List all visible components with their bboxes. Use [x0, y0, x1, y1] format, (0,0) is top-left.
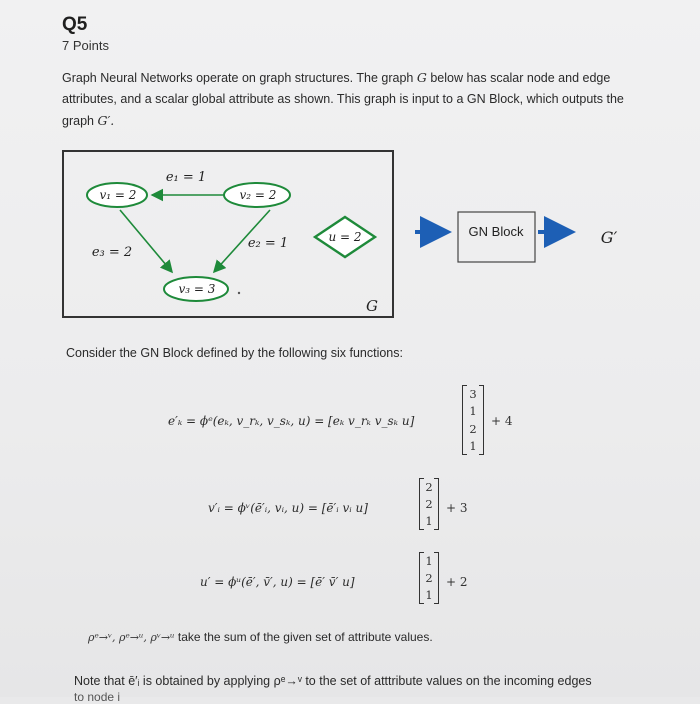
edge-e3-arrow: [120, 210, 172, 272]
node-weight-vector: [421, 478, 437, 530]
gn-block-label: GN Block: [468, 224, 524, 239]
stray-dot: [238, 292, 240, 294]
edge-vector-2: 2: [469, 421, 477, 436]
node-vector-1: 2: [425, 496, 433, 511]
edge-weight-vector: [464, 385, 482, 455]
graph-g-label: G: [366, 297, 378, 315]
edge-vector-1: 1: [469, 404, 477, 419]
question-points: 7 Points: [62, 38, 109, 53]
node-v2-label: v₂ = 2: [239, 188, 277, 202]
intro-text-1: Graph Neural Networks operate on graph structures. The graph: [62, 71, 414, 85]
edge-vector-0: 3: [469, 386, 477, 401]
edge-vector-3: 1: [469, 439, 477, 454]
node-vector-2: 1: [425, 514, 433, 529]
global-bias: + 2: [446, 575, 468, 589]
node-v1-label: v₁ = 2: [99, 188, 137, 202]
global-vector-0: 1: [425, 553, 433, 568]
global-attribute-label: u = 2: [328, 230, 362, 244]
edge-e2-label: e₂ = 1: [247, 236, 289, 251]
global-update-equation: u′ = ϕᵘ(ē′, v̄′, u) = [ē′ v̄′ u]: [200, 575, 355, 589]
output-graph-label: G′: [600, 228, 618, 247]
consider-text: Consider the GN Block defined by the following six functions:: [66, 346, 403, 360]
edge-bias: + 4: [491, 414, 513, 428]
edge-e3-label: e₃ = 2: [91, 245, 133, 260]
intro-text-2: below has scalar node and edge attributes, and a scalar global attribute as shown. This graph is input to a GN Block, which outputs the graph: [62, 71, 624, 128]
graph-diagram: [0, 0, 700, 330]
global-vector-1: 2: [425, 570, 433, 585]
intro-output-graph-symbol: G′.: [97, 113, 115, 128]
node-bias: + 3: [446, 501, 468, 515]
global-vector-2: 1: [425, 588, 433, 603]
question-title: Q5: [62, 14, 88, 35]
edge-update-equation: e′ₖ = ϕᵉ(eₖ, v_rₖ, v_sₖ, u) = [eₖ v_rₖ v_sₖ u]: [168, 414, 415, 428]
node-update-equation: v′ᵢ = ϕᵛ(ē′ᵢ, vᵢ, u) = [ē′ᵢ vᵢ u]: [208, 501, 368, 515]
aggregator-symbols: ρᵉ→ᵛ, ρᵉ→ᵘ, ρᵛ→ᵘ: [88, 631, 175, 644]
incoming-edges-note-continued: to node i: [74, 690, 121, 704]
node-v3-label: v₃ = 3: [178, 282, 216, 296]
incoming-edges-note: Note that ē′ᵢ is obtained by applying ρᵉ→ᵛ to the set of atttribute values on the incoming edges: [74, 674, 592, 688]
edge-e1-label: e₁ = 1: [165, 170, 207, 185]
node-vector-0: 2: [425, 479, 433, 494]
intro-graph-symbol: G: [416, 70, 427, 85]
aggregator-text: take the sum of the given set of attribute values.: [177, 630, 433, 644]
global-weight-vector: [421, 552, 437, 604]
aggregator-note: [88, 630, 433, 644]
